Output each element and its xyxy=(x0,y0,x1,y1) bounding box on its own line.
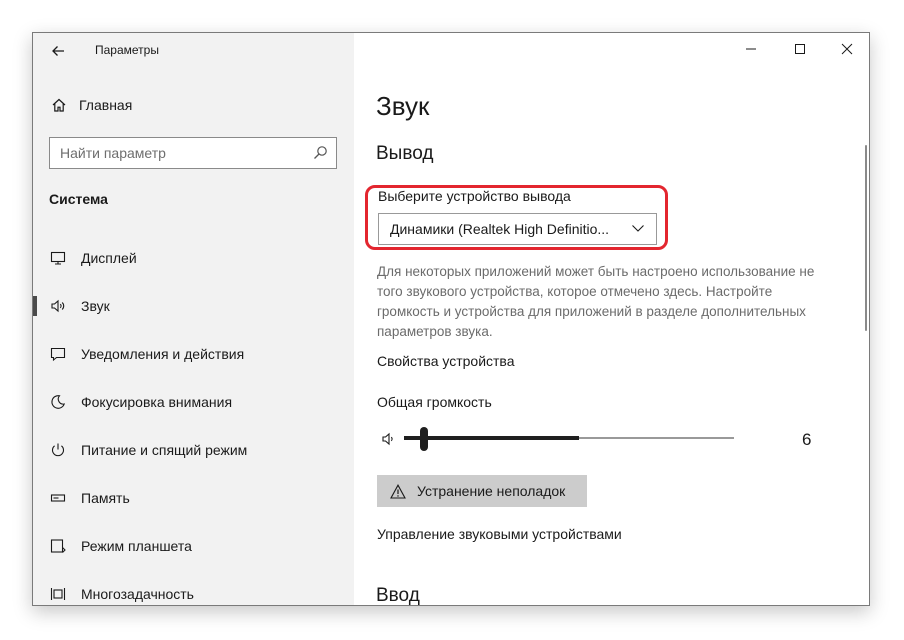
warning-icon xyxy=(390,484,406,499)
close-icon xyxy=(841,43,853,55)
multitasking-icon xyxy=(50,586,66,602)
search-icon[interactable] xyxy=(313,145,328,160)
sidebar-item-power[interactable] xyxy=(33,426,354,474)
troubleshoot-button[interactable] xyxy=(377,475,587,507)
search-input[interactable] xyxy=(50,138,308,167)
sidebar-item-tablet-mode[interactable] xyxy=(33,522,354,570)
volume-label: Общая громкость xyxy=(377,394,492,410)
sidebar-item-notifications[interactable] xyxy=(33,330,354,378)
input-heading: Ввод xyxy=(376,585,420,606)
output-device-dropdown[interactable] xyxy=(378,213,657,245)
back-arrow-icon xyxy=(51,45,65,57)
minimize-button[interactable] xyxy=(728,33,774,65)
output-heading: Вывод xyxy=(376,143,434,164)
sidebar-item-display[interactable] xyxy=(33,234,354,282)
active-indicator xyxy=(33,296,37,316)
back-button[interactable] xyxy=(47,41,69,61)
manage-sound-devices-link[interactable]: Управление звуковыми устройствами xyxy=(377,526,622,542)
sidebar-nav xyxy=(33,234,354,606)
sidebar-item-focus-assist[interactable] xyxy=(33,378,354,426)
sidebar-item-label: Режим планшета xyxy=(81,538,192,554)
main-content xyxy=(354,33,869,605)
sidebar-item-label: Звук xyxy=(81,298,110,314)
sidebar-item-label: Многозадачность xyxy=(81,586,194,602)
power-icon xyxy=(50,442,66,458)
maximize-icon xyxy=(794,43,806,55)
sidebar-item-multitasking[interactable] xyxy=(33,570,354,606)
sidebar-item-home[interactable] xyxy=(51,97,132,113)
close-button[interactable] xyxy=(824,33,870,65)
output-description: Для некоторых приложений может быть настроено использование не того звукового устройства, которое отмечено здесь. Настройте громкость и устройства для приложений в разделе дополнительных параметров звука. xyxy=(377,264,815,339)
volume-slider-thumb[interactable] xyxy=(420,427,428,451)
page-title: Звук xyxy=(376,91,430,121)
monitor-icon xyxy=(50,250,66,266)
device-properties-link[interactable]: Свойства устройства xyxy=(377,353,515,369)
sidebar xyxy=(33,33,354,605)
troubleshoot-button-label: Устранение неполадок xyxy=(417,483,566,499)
app-title: Параметры xyxy=(95,43,159,57)
output-device-value: Динамики (Realtek High Definitio... xyxy=(390,221,610,237)
sidebar-item-label: Питание и спящий режим xyxy=(81,442,248,458)
sidebar-item-label: Память xyxy=(81,490,130,506)
home-icon xyxy=(51,97,67,113)
sidebar-item-home-label: Главная xyxy=(79,97,133,113)
sidebar-section-title: Система xyxy=(49,191,108,207)
volume-slider[interactable] xyxy=(404,427,734,451)
volume-slider-fill xyxy=(404,436,579,440)
settings-window xyxy=(32,32,870,606)
sidebar-item-label: Фокусировка внимания xyxy=(81,394,233,410)
storage-icon xyxy=(50,490,66,506)
volume-icon[interactable] xyxy=(381,431,397,447)
sidebar-item-label: Дисплей xyxy=(81,250,137,266)
output-device-label: Выберите устройство вывода xyxy=(378,188,571,204)
search-box xyxy=(49,137,337,169)
maximize-button[interactable] xyxy=(777,33,823,65)
notification-icon xyxy=(50,346,66,362)
minimize-icon xyxy=(745,43,757,55)
volume-value: 6 xyxy=(802,430,812,449)
tablet-icon xyxy=(50,538,66,554)
sidebar-item-sound[interactable] xyxy=(33,282,354,330)
scrollbar[interactable] xyxy=(865,145,867,331)
sidebar-item-storage[interactable] xyxy=(33,474,354,522)
speaker-icon xyxy=(50,298,66,314)
moon-icon xyxy=(50,394,66,410)
sidebar-item-label: Уведомления и действия xyxy=(81,346,245,362)
chevron-down-icon xyxy=(631,223,645,233)
